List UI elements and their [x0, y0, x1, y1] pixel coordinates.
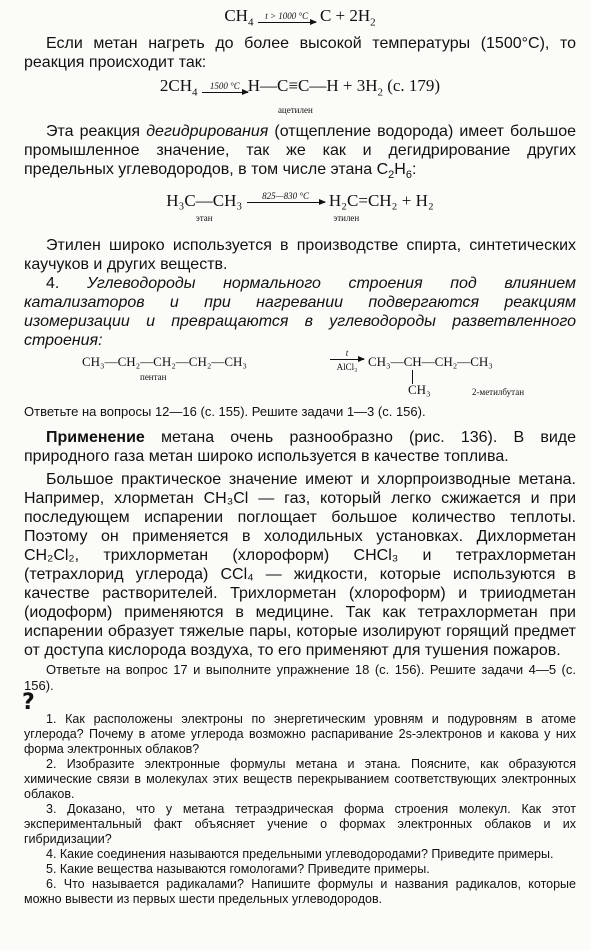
equation-methane-decomposition [24, 6, 576, 32]
p4-number: 4. [46, 274, 87, 292]
eq2-product-sub: 2 [377, 86, 383, 99]
eq3-label-ethane: этан [195, 212, 213, 223]
p4-text: Углеводороды нормального строения под влиянием катализаторов и при нагревании подвергаются реакциям изомеризации и превращаются в углеводороды разветвленного строения: [24, 274, 576, 349]
p2-mid: H [394, 160, 406, 178]
eq2-label-acetylene: ацетилен [277, 104, 313, 115]
eq4-label-pentane: пентан [140, 371, 167, 382]
equation-acetylene [24, 76, 576, 119]
questions-list [24, 712, 576, 907]
p2-term: дегидрирования [146, 122, 269, 140]
question-item: 3. Доказано, что у метана тетраэдрическая форма строения молекул. Как этот экспериментальный факт объясняет учение о формах электронных облаков и их гибридизации? [24, 801, 576, 846]
paragraph-6: Большое практическое значение имеют и хлорпроизводные метана. Например, хлорметан CH₃Cl — газ, который легко сжижается и при последующем испарении поглощает большое количество теплоты. Поэтому он применяется в холодильных установках. Дихлорметан CH₂Cl₂, трихлорметан (хлороформ) CHCl₃ и тетрахлорметан (тетрахлорид углерода) CCl₄ — жидкости, которые используются в качестве растворителей. Трихлорметан (хлороформ) и трииодметан (иодоформ) применяются в медицине. Так как тетрахлорметан при испарении образует тяжелые пары, которые изолируют горящий предмет от доступа кислорода воздуха, то его применяют для тушения пожаров. [24, 470, 576, 659]
question-item: 5. Какие вещества называются гомологами? Приведите примеры. [46, 861, 430, 876]
eq1-products-sub: 2 [370, 16, 376, 29]
eq1-reactant-sub: 4 [247, 16, 254, 29]
p2-sub2: 6 [405, 168, 412, 181]
question-item: 6. Что называется радикалами? Напишите формулы и названия радикалов, которые можно вывести из первых шести предельных углеводородов. [24, 876, 576, 906]
eq4-product: CH₃—CH—CH₂—CH₃ [368, 353, 493, 369]
p5-text: метана очень разнообразно (рис. 136). В виде природного газа метан широко используется в качестве топлива. [24, 428, 576, 465]
eq3-condition: 825—830 °C [262, 190, 309, 201]
question-mark-icon: ? [22, 689, 35, 715]
paragraph-4 [24, 274, 576, 350]
eq2-reactant: 2CH [159, 76, 193, 96]
eq2-product: H—C≡C—H + 3H [247, 76, 378, 96]
question-item: 1. Как расположены электроны по энергетическим уровням и подуровням в атоме углерода? Почему в атоме углерода возможно распаривание 2s-электронов и какова у них форма электронных облаков? [24, 711, 576, 756]
question-item: 4. Какие соединения называются предельными углеводородами? Приведите примеры. [46, 846, 554, 861]
eq4-branch-methyl: CH₃ [408, 381, 431, 397]
paragraph-3: Этилен широко используется в производстве спирта, синтетических каучуков и других веществ. [24, 236, 576, 273]
eq2-arrow [202, 81, 248, 93]
eq2-condition: 1500 °C [209, 81, 240, 92]
eq4-label-methylbutane: 2-метилбутан [472, 386, 525, 397]
eq1-arrow [258, 11, 316, 23]
p2-end: : [411, 160, 417, 178]
equation-ethylene [24, 191, 576, 228]
eq4-condition-bottom: AlCl₃ [336, 361, 358, 372]
eq1-condition: t > 1000 °C [265, 11, 309, 22]
paragraph-5 [24, 428, 576, 466]
assignment-note-2: Ответьте на вопрос 17 и выполните упражнение 18 (с. 156). Решите задачи 4—5 (с. 156). [24, 661, 576, 693]
eq3-product: H₂C=CH₂ + H₂ [328, 190, 434, 210]
eq4-condition-top: t [345, 347, 349, 358]
paragraph-2 [24, 122, 576, 185]
eq1-reactant: CH [224, 6, 248, 25]
paragraph-1: Если метан нагреть до более высокой температуры (1500°C), то реакция происходит так: [24, 35, 576, 72]
p2-post: (отщепление водорода) имеет большое промышленное значение, так же как и дегидрирование других предельных углеводородов, в том числе этана C [24, 122, 577, 178]
eq1-products: C + 2H [319, 6, 371, 25]
eq4-arrow [330, 348, 364, 372]
eq4-reactant: CH₃—CH₂—CH₂—CH₂—CH₃ [82, 353, 247, 369]
eq3-label-ethylene: этилен [333, 212, 360, 223]
eq3-arrow [247, 191, 325, 203]
p2-sub1: 2 [388, 168, 395, 181]
p2-pre: Эта реакция [46, 122, 147, 140]
question-item: 2. Изобразите электронные формулы метана и этана. Поясните, как образуются химические связи в молекулах этих веществ перекрыванием соответствующих электронных облаков. [24, 756, 576, 801]
eq2-page-ref: (с. 179) [387, 76, 441, 96]
eq3-reactant: H₃C—CH₃ [166, 190, 243, 210]
p5-heading: Применение [46, 428, 145, 446]
equation-isomerization [24, 347, 576, 404]
assignment-note-1: Ответьте на вопросы 12—16 (с. 155). Решите задачи 1—3 (с. 156). [24, 403, 426, 419]
eq2-reactant-sub: 4 [192, 86, 198, 99]
